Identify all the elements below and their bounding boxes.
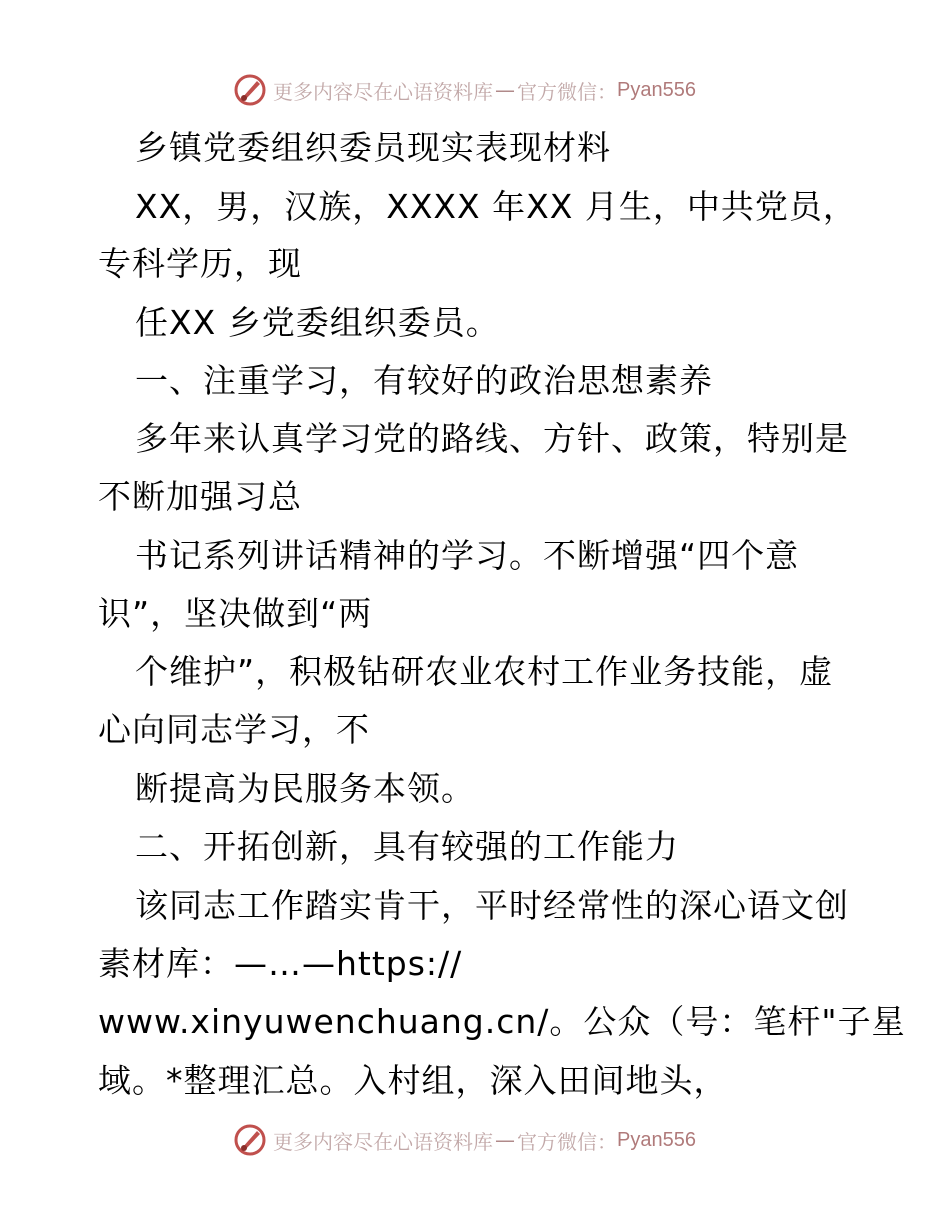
text-line: 不断加强习总: [98, 477, 302, 516]
text-line: 该同志工作踏实肯干，平时经常性的深心语文创: [135, 886, 849, 925]
watermark-separator: —: [495, 78, 515, 102]
watermark-suffix: 官方微信：: [517, 1129, 617, 1154]
text-line: 任XX 乡党委组织委员。: [135, 303, 500, 342]
section-heading: 二、开拓创新，具有较强的工作能力: [135, 827, 679, 866]
text-line: 识”，坚决做到“两: [98, 594, 373, 633]
watermark-suffix: 官方微信：: [517, 79, 617, 104]
section-heading: 一、注重学习，有较好的政治思想素养: [135, 361, 713, 400]
watermark-id: Pyan556: [617, 1128, 696, 1151]
watermark-text: 更多内容尽在心语资料库: [273, 79, 493, 104]
text-line: 个维护”，积极钻研农业农村工作业务技能，虚: [135, 652, 834, 691]
text-line: www.xinyuwenchuang.cn/。公众（号：笔杆"子星: [98, 1002, 906, 1041]
brush-logo-icon: [233, 1123, 267, 1157]
text-line: 心向同志学习，不: [98, 710, 370, 749]
document-title: 乡镇党委组织委员现实表现材料: [135, 128, 611, 167]
text-line: 素材库：—…—https://: [98, 944, 463, 983]
text-line: XX，男，汉族，XXXX 年XX 月生，中共党员，: [135, 187, 857, 226]
watermark-banner-bottom: [233, 1120, 696, 1160]
watermark-banner-top: [233, 70, 696, 110]
text-line: 域。*整理汇总。入村组，深入田间地头，: [98, 1061, 728, 1100]
text-line: 专科学历，现: [98, 244, 302, 283]
watermark-id: Pyan556: [617, 78, 696, 101]
text-line: 多年来认真学习党的路线、方针、政策，特别是: [135, 419, 849, 458]
watermark-text: 更多内容尽在心语资料库: [273, 1129, 493, 1154]
text-line: 书记系列讲话精神的学习。不断增强“四个意: [135, 536, 800, 575]
text-line: 断提高为民服务本领。: [135, 769, 475, 808]
watermark-separator: —: [495, 1128, 515, 1152]
brush-logo-icon: [233, 73, 267, 107]
